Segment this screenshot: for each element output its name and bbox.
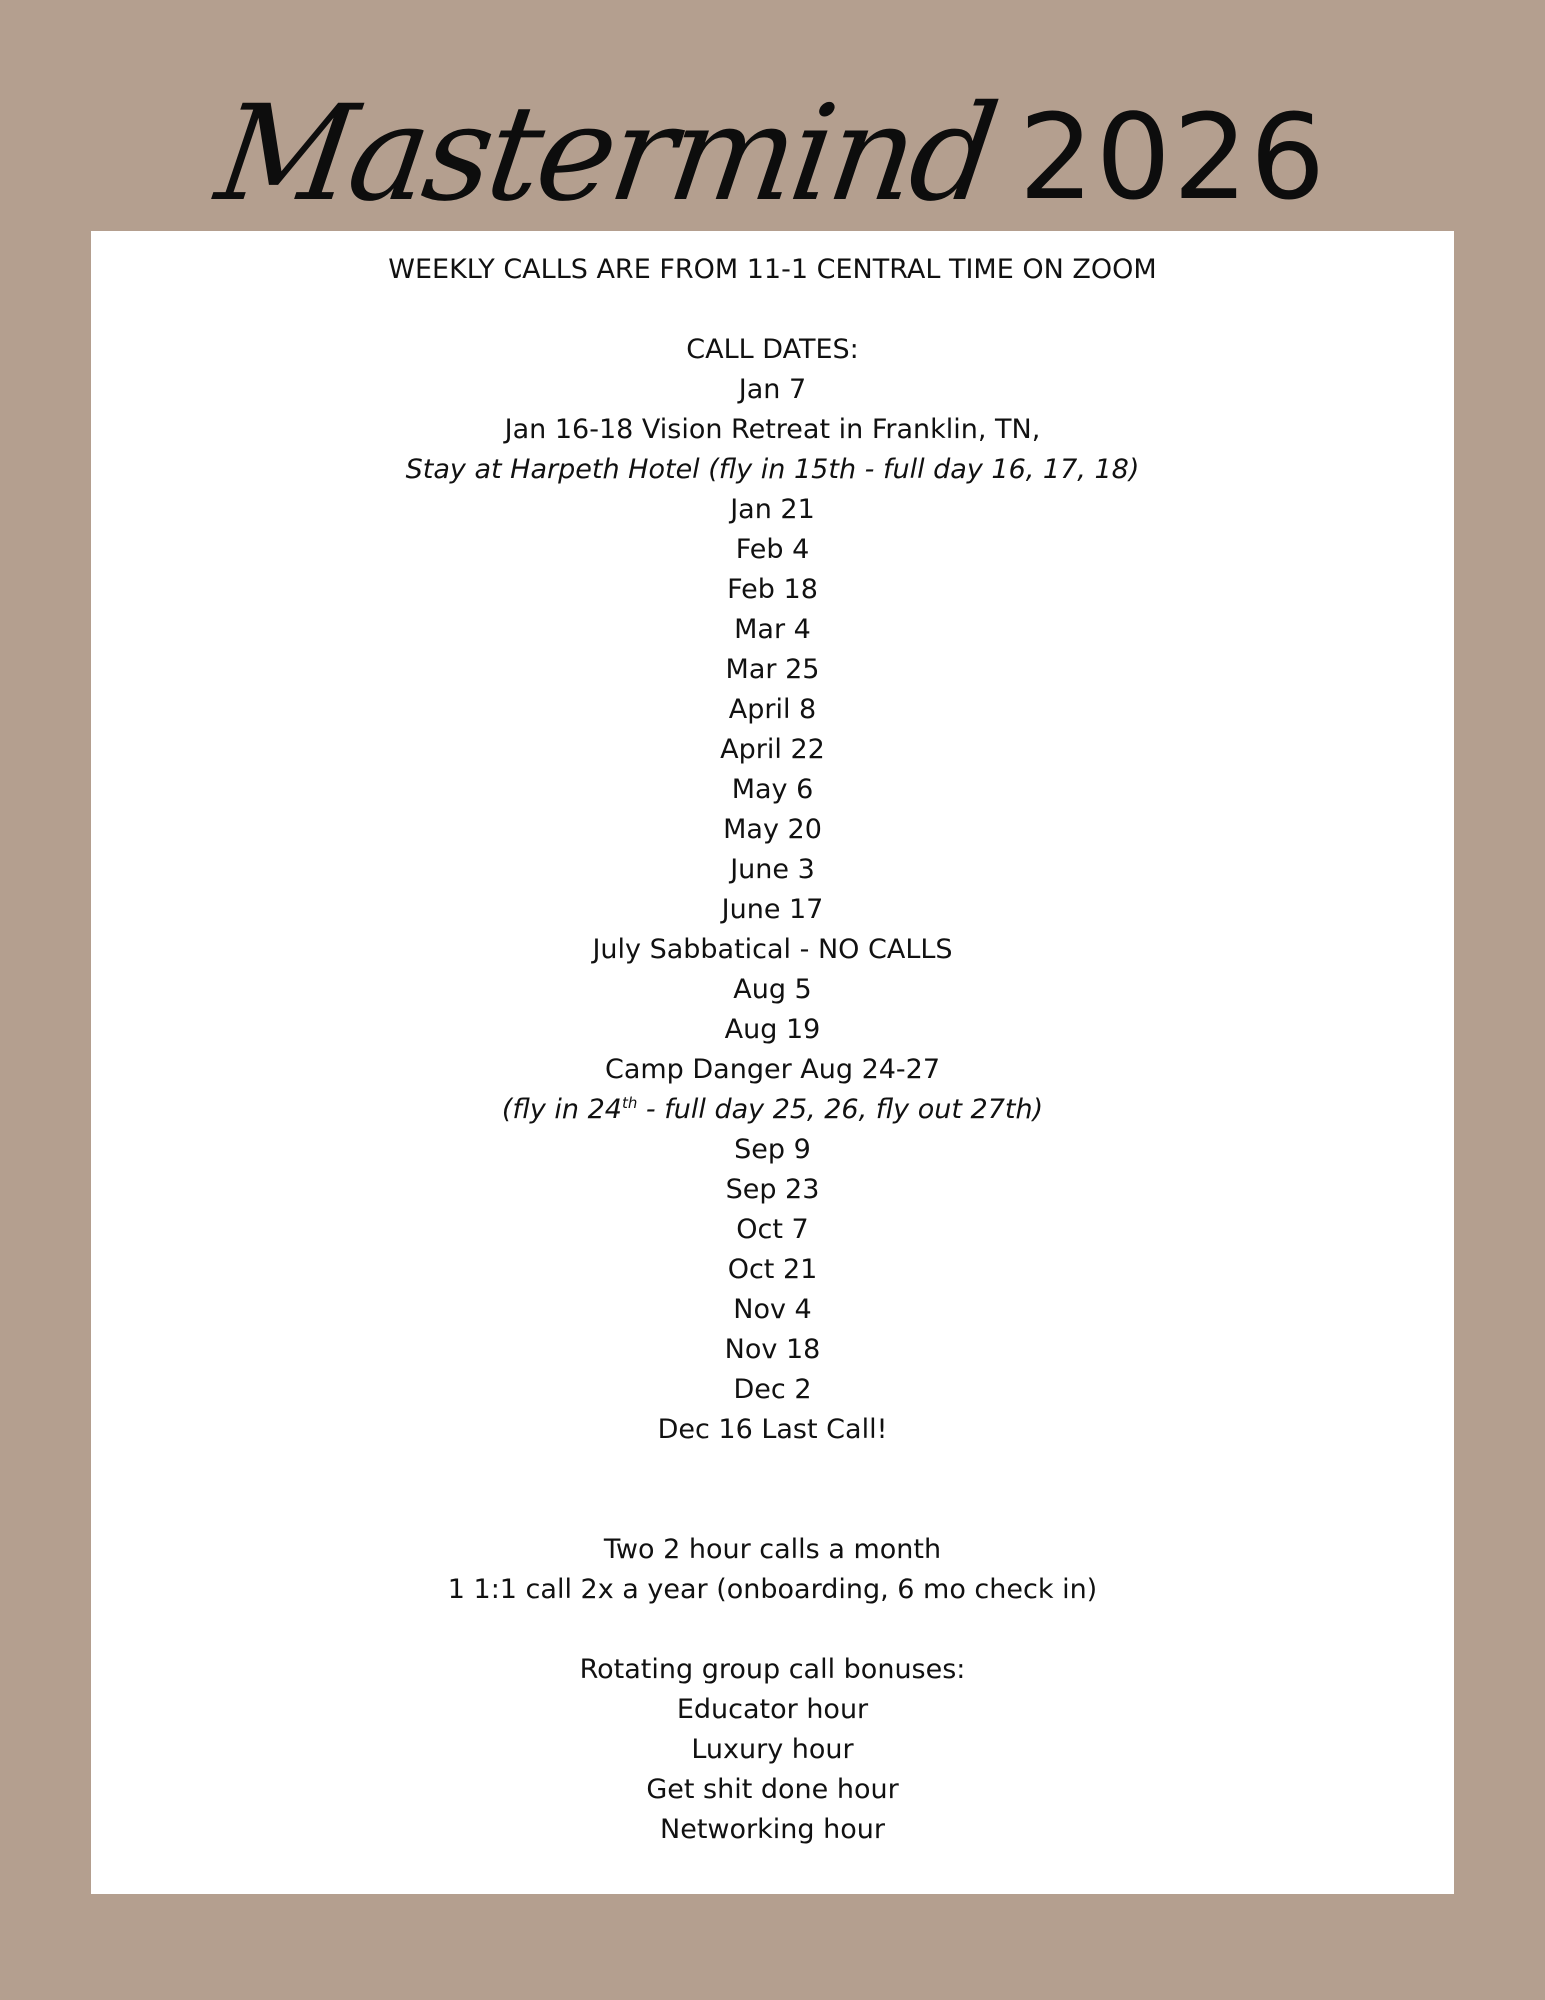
schedule-item: Nov 18 <box>724 1334 821 1365</box>
title-year: 2026 <box>1018 88 1328 226</box>
schedule-item: Mar 4 <box>734 614 811 645</box>
schedule-item: Jan 21 <box>730 494 815 525</box>
schedule-item: July Sabbatical - NO CALLS <box>592 934 953 965</box>
detail-line: Two 2 hour calls a month <box>603 1534 942 1565</box>
schedule-item: Feb 4 <box>735 534 810 565</box>
schedule-item: Sep 9 <box>734 1134 811 1165</box>
schedule-item: Sep 23 <box>725 1174 820 1205</box>
bonus-item: Luxury hour <box>691 1734 854 1765</box>
camp-note <box>91 1090 1454 1130</box>
schedule-item: Jan 7 <box>738 374 807 405</box>
schedule-item: May 6 <box>731 774 814 805</box>
bonuses-heading: Rotating group call bonuses: <box>579 1654 966 1685</box>
bonus-item: Networking hour <box>660 1814 885 1845</box>
schedule-item: April 8 <box>728 694 817 725</box>
schedule-item: Camp Danger Aug 24-27 <box>604 1054 941 1085</box>
call-dates-heading: CALL DATES: <box>686 334 859 365</box>
camp-note-before: (fly in 24 <box>501 1094 622 1125</box>
spacer <box>91 1450 1454 1530</box>
schedule-item: Dec 2 <box>733 1374 812 1405</box>
schedule-item: Jan 16-18 Vision Retreat in Franklin, TN, <box>504 414 1041 445</box>
schedule-item: Aug 19 <box>724 1014 821 1045</box>
schedule-item: April 22 <box>720 734 825 765</box>
schedule-item: June 3 <box>730 854 815 885</box>
spacer <box>91 1610 1454 1650</box>
schedule-item: May 20 <box>723 814 822 845</box>
camp-note-after: - full day 25, 26, fly out 27th) <box>637 1094 1044 1125</box>
camp-note-sup: th <box>621 1094 638 1112</box>
schedule-item: June 17 <box>721 894 824 925</box>
schedule-content <box>91 250 1454 1850</box>
detail-line: 1 1:1 call 2x a year (onboarding, 6 mo check in) <box>447 1574 1098 1605</box>
schedule-note: Stay at Harpeth Hotel (fly in 15th - full day 16, 17, 18) <box>405 454 1140 485</box>
schedule-item: Dec 16 Last Call! <box>657 1414 888 1445</box>
spacer <box>91 290 1454 330</box>
page-title <box>0 60 1545 240</box>
intro-line: WEEKLY CALLS ARE FROM 11-1 CENTRAL TIME ON ZOOM <box>388 254 1157 285</box>
schedule-item: Oct 7 <box>736 1214 809 1245</box>
schedule-item: Mar 25 <box>725 654 820 685</box>
schedule-card <box>91 231 1454 1894</box>
schedule-item: Feb 18 <box>727 574 818 605</box>
schedule-item: Oct 21 <box>727 1254 818 1285</box>
schedule-item: Aug 5 <box>733 974 812 1005</box>
bonus-item: Get shit done hour <box>646 1774 899 1805</box>
schedule-item: Nov 4 <box>733 1294 812 1325</box>
bonus-item: Educator hour <box>676 1694 869 1725</box>
title-script: Mastermind <box>208 77 1003 231</box>
